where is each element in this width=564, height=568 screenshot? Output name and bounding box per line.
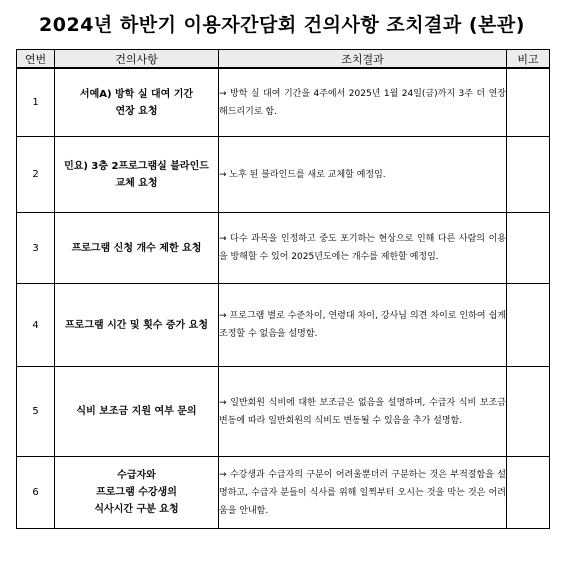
table-row	[17, 137, 550, 213]
row-number: 6	[17, 457, 55, 529]
note-cell	[507, 68, 550, 137]
request-cell: 식비 보조금 지원 여부 문의	[55, 367, 219, 457]
row-number: 5	[17, 367, 55, 457]
table-header	[17, 50, 550, 69]
page-title: 2024년 하반기 이용자간담회 건의사항 조치결과 (본관)	[39, 14, 525, 36]
result-cell: → 일반회원 식비에 대한 보조금은 없음을 설명하며, 수급자 식비 보조금 변동에 따라 일반회원의 식비도 변동될 수 있음을 추가 설명함.	[219, 367, 507, 457]
note-cell	[507, 213, 550, 284]
row-number: 1	[17, 68, 55, 137]
row-number: 2	[17, 137, 55, 213]
result-cell: → 노후 된 블라인드를 새로 교체할 예정임.	[219, 137, 507, 213]
result-table	[16, 49, 550, 529]
request-cell: 프로그램 시간 및 횟수 증가 요청	[55, 284, 219, 367]
table-row	[17, 213, 550, 284]
row-number: 3	[17, 213, 55, 284]
note-cell	[507, 367, 550, 457]
result-cell: → 수강생과 수급자의 구분이 어려울뿐더러 구분하는 것은 부적절함을 설명하고, 수급자 분들이 식사를 위해 일찍부터 오시는 것을 막는 것은 어려움을 안내함.	[219, 457, 507, 529]
table-row	[17, 68, 550, 137]
result-cell: → 방학 실 대여 기간을 4주에서 2025년 1월 24일(금)까지 3주 더 연장해드리기로 함.	[219, 68, 507, 137]
header-no: 연번	[17, 50, 55, 69]
request-cell: 민요) 3층 2프로그램실 블라인드 교체 요청	[55, 137, 219, 213]
header-note: 비고	[507, 50, 550, 69]
request-cell: 프로그램 신청 개수 제한 요청	[55, 213, 219, 284]
row-number: 4	[17, 284, 55, 367]
note-cell	[507, 284, 550, 367]
note-cell	[507, 457, 550, 529]
table-row	[17, 367, 550, 457]
table-row	[17, 284, 550, 367]
request-cell: 서예A) 방학 실 대여 기간 연장 요청	[55, 68, 219, 137]
header-result: 조치결과	[219, 50, 507, 69]
header-request: 건의사항	[55, 50, 219, 69]
note-cell	[507, 137, 550, 213]
result-cell: → 다수 과목을 인정하고 중도 포기하는 현상으로 인해 다른 사람의 이용을 방해할 수 있어 2025년도에는 개수를 제한할 예정임.	[219, 213, 507, 284]
request-cell: 수급자와 프로그램 수강생의 식사시간 구분 요청	[55, 457, 219, 529]
result-cell: → 프로그램 별로 수준차이, 연령대 차이, 강사님 의견 차이로 인하여 쉽게 조정할 수 없음을 설명함.	[219, 284, 507, 367]
table-row	[17, 457, 550, 529]
